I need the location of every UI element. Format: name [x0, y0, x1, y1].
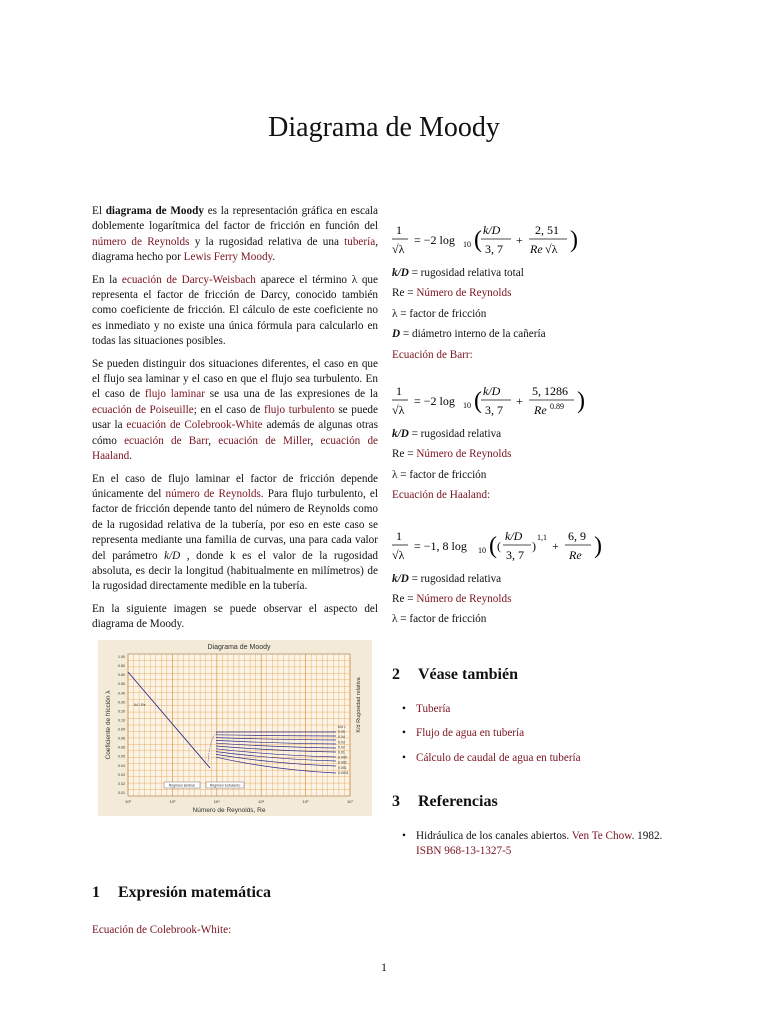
svg-text:1: 1 [396, 384, 402, 399]
x-tick-label: 10⁵ [258, 799, 265, 804]
eq1-def-1: Re = Número de Reynolds [392, 287, 512, 300]
section-heading: 1 Expresión matemática [92, 884, 272, 901]
y-tick-label: 0.01 [118, 791, 125, 795]
svg-text:= −2 log: = −2 log [414, 394, 455, 409]
svg-text:+: + [516, 233, 523, 247]
roughness-label: 0.005 [338, 755, 347, 760]
y-tick-label: 0.02 [118, 781, 125, 786]
equation-haaland-defs [392, 572, 684, 628]
list-item [416, 726, 581, 741]
link-lewis-ferry-moody[interactable]: Lewis Ferry Moody [183, 251, 273, 264]
svg-text:): ) [532, 538, 536, 553]
paragraph-imagen: En la siguiente imagen se puede observar el aspecto del diagrama de Moody. [92, 602, 378, 631]
svg-text:10: 10 [478, 545, 486, 555]
equation-barr [392, 381, 684, 421]
laminar-label: 64 / Re [134, 703, 146, 707]
x-tick-label: 10⁷ [347, 799, 353, 804]
svg-text:k/D: k/D [483, 223, 501, 237]
y-tick-label: 0.60 [118, 673, 125, 678]
list-item [416, 751, 581, 766]
svg-text:Re: Re [569, 547, 582, 562]
eq-den: √λ [392, 242, 405, 256]
roughness-label: 0.001 [338, 765, 347, 770]
list-item [416, 702, 581, 717]
section-vease-tambien [392, 666, 518, 684]
math-k-over-d: k/D [164, 549, 181, 562]
link-ecuacion-barr[interactable]: Ecuación de Barr: [392, 348, 473, 361]
section-heading: 2 Véase también [392, 666, 518, 683]
y-tick-label: 0.04 [118, 763, 125, 768]
roughness-label: 0.002 [338, 760, 347, 765]
equation-barr-svg [392, 381, 682, 423]
svg-text:(: ( [489, 532, 497, 559]
svg-text:Re: Re [530, 242, 543, 256]
eq1-def-2: λ = factor de fricción [392, 307, 487, 320]
section-expresion [92, 884, 271, 902]
equation-barr-defs [392, 427, 684, 483]
link-tuberia-see-also[interactable]: Tubería [416, 703, 451, 715]
link-numero-reynolds-2[interactable]: número de Reynolds [165, 487, 261, 500]
link-isbn[interactable]: ISBN 968-13-1327-5 [416, 845, 512, 858]
link-colebrook-subtitle[interactable]: Ecuación de Colebrook-White: [92, 924, 232, 936]
svg-text:k/D: k/D [505, 528, 523, 543]
svg-text:k/D: k/D [483, 384, 501, 399]
y-tick-label: 0.06 [118, 745, 125, 750]
eq2-def-0: k/D = rugosidad relativa [392, 428, 502, 441]
link-numero-reynolds-def[interactable]: Número de Reynolds [416, 448, 512, 461]
svg-text:+: + [552, 538, 559, 553]
svg-text:√λ: √λ [545, 242, 558, 256]
link-ecuacion-haaland[interactable]: Ecuación de Haaland: [392, 489, 491, 502]
svg-text:0.89: 0.89 [550, 402, 564, 412]
moody-chart-svg [98, 640, 372, 816]
eq1-def-3: D = diámetro interno de la cañería [392, 328, 546, 341]
link-darcy-weisbach[interactable]: ecuación de Darcy-Weisbach [121, 273, 256, 286]
roughness-label: 0.01 [338, 750, 345, 755]
eq1-def-0: k/D = rugosidad relativa total [392, 267, 524, 279]
y-tick-label: 1.00 [118, 655, 125, 659]
y-tick-label: 0.08 [118, 736, 125, 741]
reference-list [392, 829, 684, 869]
svg-text:+: + [516, 394, 523, 409]
y-tick-label: 0.03 [118, 772, 125, 777]
eq2-def-2: λ = factor de fricción [392, 468, 487, 481]
right-column [392, 220, 684, 633]
moody-chart [98, 640, 372, 816]
link-flujo-turbulento[interactable]: flujo turbulento [263, 403, 335, 416]
svg-text:(: ( [474, 227, 482, 253]
svg-text:): ) [594, 532, 602, 559]
svg-text:(: ( [497, 538, 501, 553]
eq3-def-1: Re = Número de Reynolds [392, 593, 512, 606]
paragraph-situaciones: Se pueden distinguir dos situaciones diferentes, el caso en que el flujo sea laminar y el caso en que el flujo sea turbulento. En el caso de flujo laminar se usa una de las expresiones de la ecuación de Poiseuille; en el caso de flujo turbulento se puede usar la ecuación de Colebrook-White además de algunas otras cómo ecuación de Barr, ecuación de Miller, ecuación de Haaland. [92, 357, 379, 463]
roughness-label: 0.02 [338, 745, 345, 750]
see-also-list [392, 702, 581, 775]
eq3-def-0: k/D = rugosidad relativa [392, 572, 502, 585]
link-numero-reynolds-def[interactable]: Número de Reynolds [416, 593, 512, 606]
equation-haaland-svg [392, 526, 682, 568]
section-heading: 3 Referencias [392, 793, 498, 810]
svg-text:1: 1 [396, 528, 402, 543]
svg-text:1,1: 1,1 [537, 532, 547, 542]
link-tuberia[interactable]: tubería [344, 235, 376, 248]
link-numero-reynolds[interactable]: número de Reynolds [92, 235, 190, 248]
y-tick-label: 0.30 [118, 700, 125, 705]
link-calculo-caudal[interactable]: Cálculo de caudal de agua en tubería [416, 751, 581, 764]
svg-text:√λ: √λ [392, 547, 405, 562]
roughness-label: 0.0001 [338, 770, 349, 775]
equation-haaland [392, 526, 684, 566]
svg-text:10: 10 [463, 401, 471, 411]
y-tick-label: 0.09 [118, 727, 125, 732]
y-tick-label: 0.80 [118, 664, 125, 669]
svg-text:6, 9: 6, 9 [568, 528, 586, 543]
y-tick-label: 0.05 [118, 754, 125, 759]
roughness-label: 0.05 [338, 730, 345, 735]
link-poiseuille[interactable]: ecuación de Poiseuille [92, 403, 194, 416]
y-tick-label: 0.50 [118, 682, 125, 687]
x-tick-label: 10³ [169, 799, 176, 804]
svg-text:): ) [577, 388, 585, 415]
paragraph-intro: El diagrama de Moody es la representación gráfica en escala doblemente logarítmica del factor de fricción en función del número de Reynolds y la rugosidad relativa de una tubería, diagrama hecho por Lewis Ferry Moody. [92, 205, 378, 264]
svg-text:5, 1286: 5, 1286 [532, 384, 568, 399]
paragraph-laminar: En el caso de flujo laminar el factor de fricción depende únicamente del número de Reynolds. Para flujo turbulento, el factor de fricción depende tanto del número de Reynolds como de la rugosidad relativa de la tubería, por eso en este caso se representa mediante una familia de curvas, una para cada valor del parámetro k/D , donde k es el valor de la rugosidad absoluta, es decir la longitud (habitualmente en milímetros) de la rugosidad directamente medible en la tubería. [92, 472, 379, 593]
link-colebrook-white[interactable]: ecuación de Colebrook-White [126, 419, 263, 432]
eq3-def-2: λ = factor de fricción [392, 613, 487, 626]
link-numero-reynolds-def[interactable]: Número de Reynolds [416, 287, 512, 300]
turbulent-box-label: Régimen turbulento [209, 783, 241, 788]
left-column [92, 204, 378, 640]
roughness-label: 0.04 [338, 735, 345, 740]
x-axis-label: Número de Reynolds, Re [192, 807, 266, 814]
y-tick-label: 0.20 [118, 709, 125, 714]
x-tick-label: 10⁴ [213, 799, 220, 804]
svg-text:= −2 log: = −2 log [414, 233, 455, 247]
link-flujo-laminar[interactable]: flujo laminar [144, 388, 205, 401]
page-number: 1 [381, 960, 387, 974]
svg-text:Re: Re [534, 403, 547, 418]
eq-num: 1 [396, 223, 402, 237]
svg-text:2, 51: 2, 51 [535, 223, 559, 237]
equation-colebrook-svg [392, 220, 682, 262]
svg-text:10: 10 [463, 240, 471, 249]
svg-text:= −1, 8 log: = −1, 8 log [414, 538, 467, 553]
svg-text:3, 7: 3, 7 [485, 403, 503, 418]
svg-text:): ) [570, 227, 578, 253]
link-miller[interactable]: ecuación de Miller [218, 434, 311, 447]
eq2-def-1: Re = Número de Reynolds [392, 448, 512, 461]
link-flujo-agua[interactable]: Flujo de agua en tubería [416, 727, 525, 740]
reference-item: • Hidráulica de los canales abiertos. Ven Te Chow. 1982. ISBN 968-13-1327-5 [416, 829, 684, 860]
chart-title: Diagrama de Moody [207, 644, 271, 651]
bold-term: diagrama de Moody [105, 205, 204, 217]
x-tick-label: 10⁶ [302, 799, 309, 804]
x-tick-label: 10² [125, 799, 131, 804]
svg-text:(: ( [474, 388, 482, 415]
y-tick-label: 0.10 [118, 718, 125, 723]
page-title: Diagrama de Moody [268, 112, 500, 143]
equation-colebrook-defs [392, 266, 684, 343]
link-barr[interactable]: ecuación de Barr [124, 434, 209, 447]
y-tick-label: 0.40 [118, 691, 125, 696]
section-referencias [392, 793, 498, 811]
paragraph-darcy: En la ecuación de Darcy-Weisbach aparece el término λ que representa el factor de fricción de Darcy, conocido también como coeficiente de fricción. El cálculo de este coeficiente no es inmediato y no existe una única fórmula para calcularlo en todas las situaciones posibles. [92, 273, 378, 348]
roughness-label: k/d = [338, 725, 346, 729]
link-haaland[interactable]: ecuación de Haaland [92, 434, 379, 463]
svg-text:3, 7: 3, 7 [485, 242, 503, 256]
y-axis-label-right: K/d Rugosidad relativa [356, 677, 362, 733]
y-axis-label: Coeficiente de fricción λ [105, 690, 112, 760]
svg-text:3, 7: 3, 7 [506, 547, 524, 562]
link-ven-te-chow[interactable]: Ven Te Chow [571, 830, 632, 842]
equation-colebrook [392, 220, 684, 260]
svg-text:√λ: √λ [392, 403, 405, 418]
laminar-box-label: Régimen laminar [168, 783, 196, 788]
roughness-label: 0.03 [338, 740, 345, 745]
